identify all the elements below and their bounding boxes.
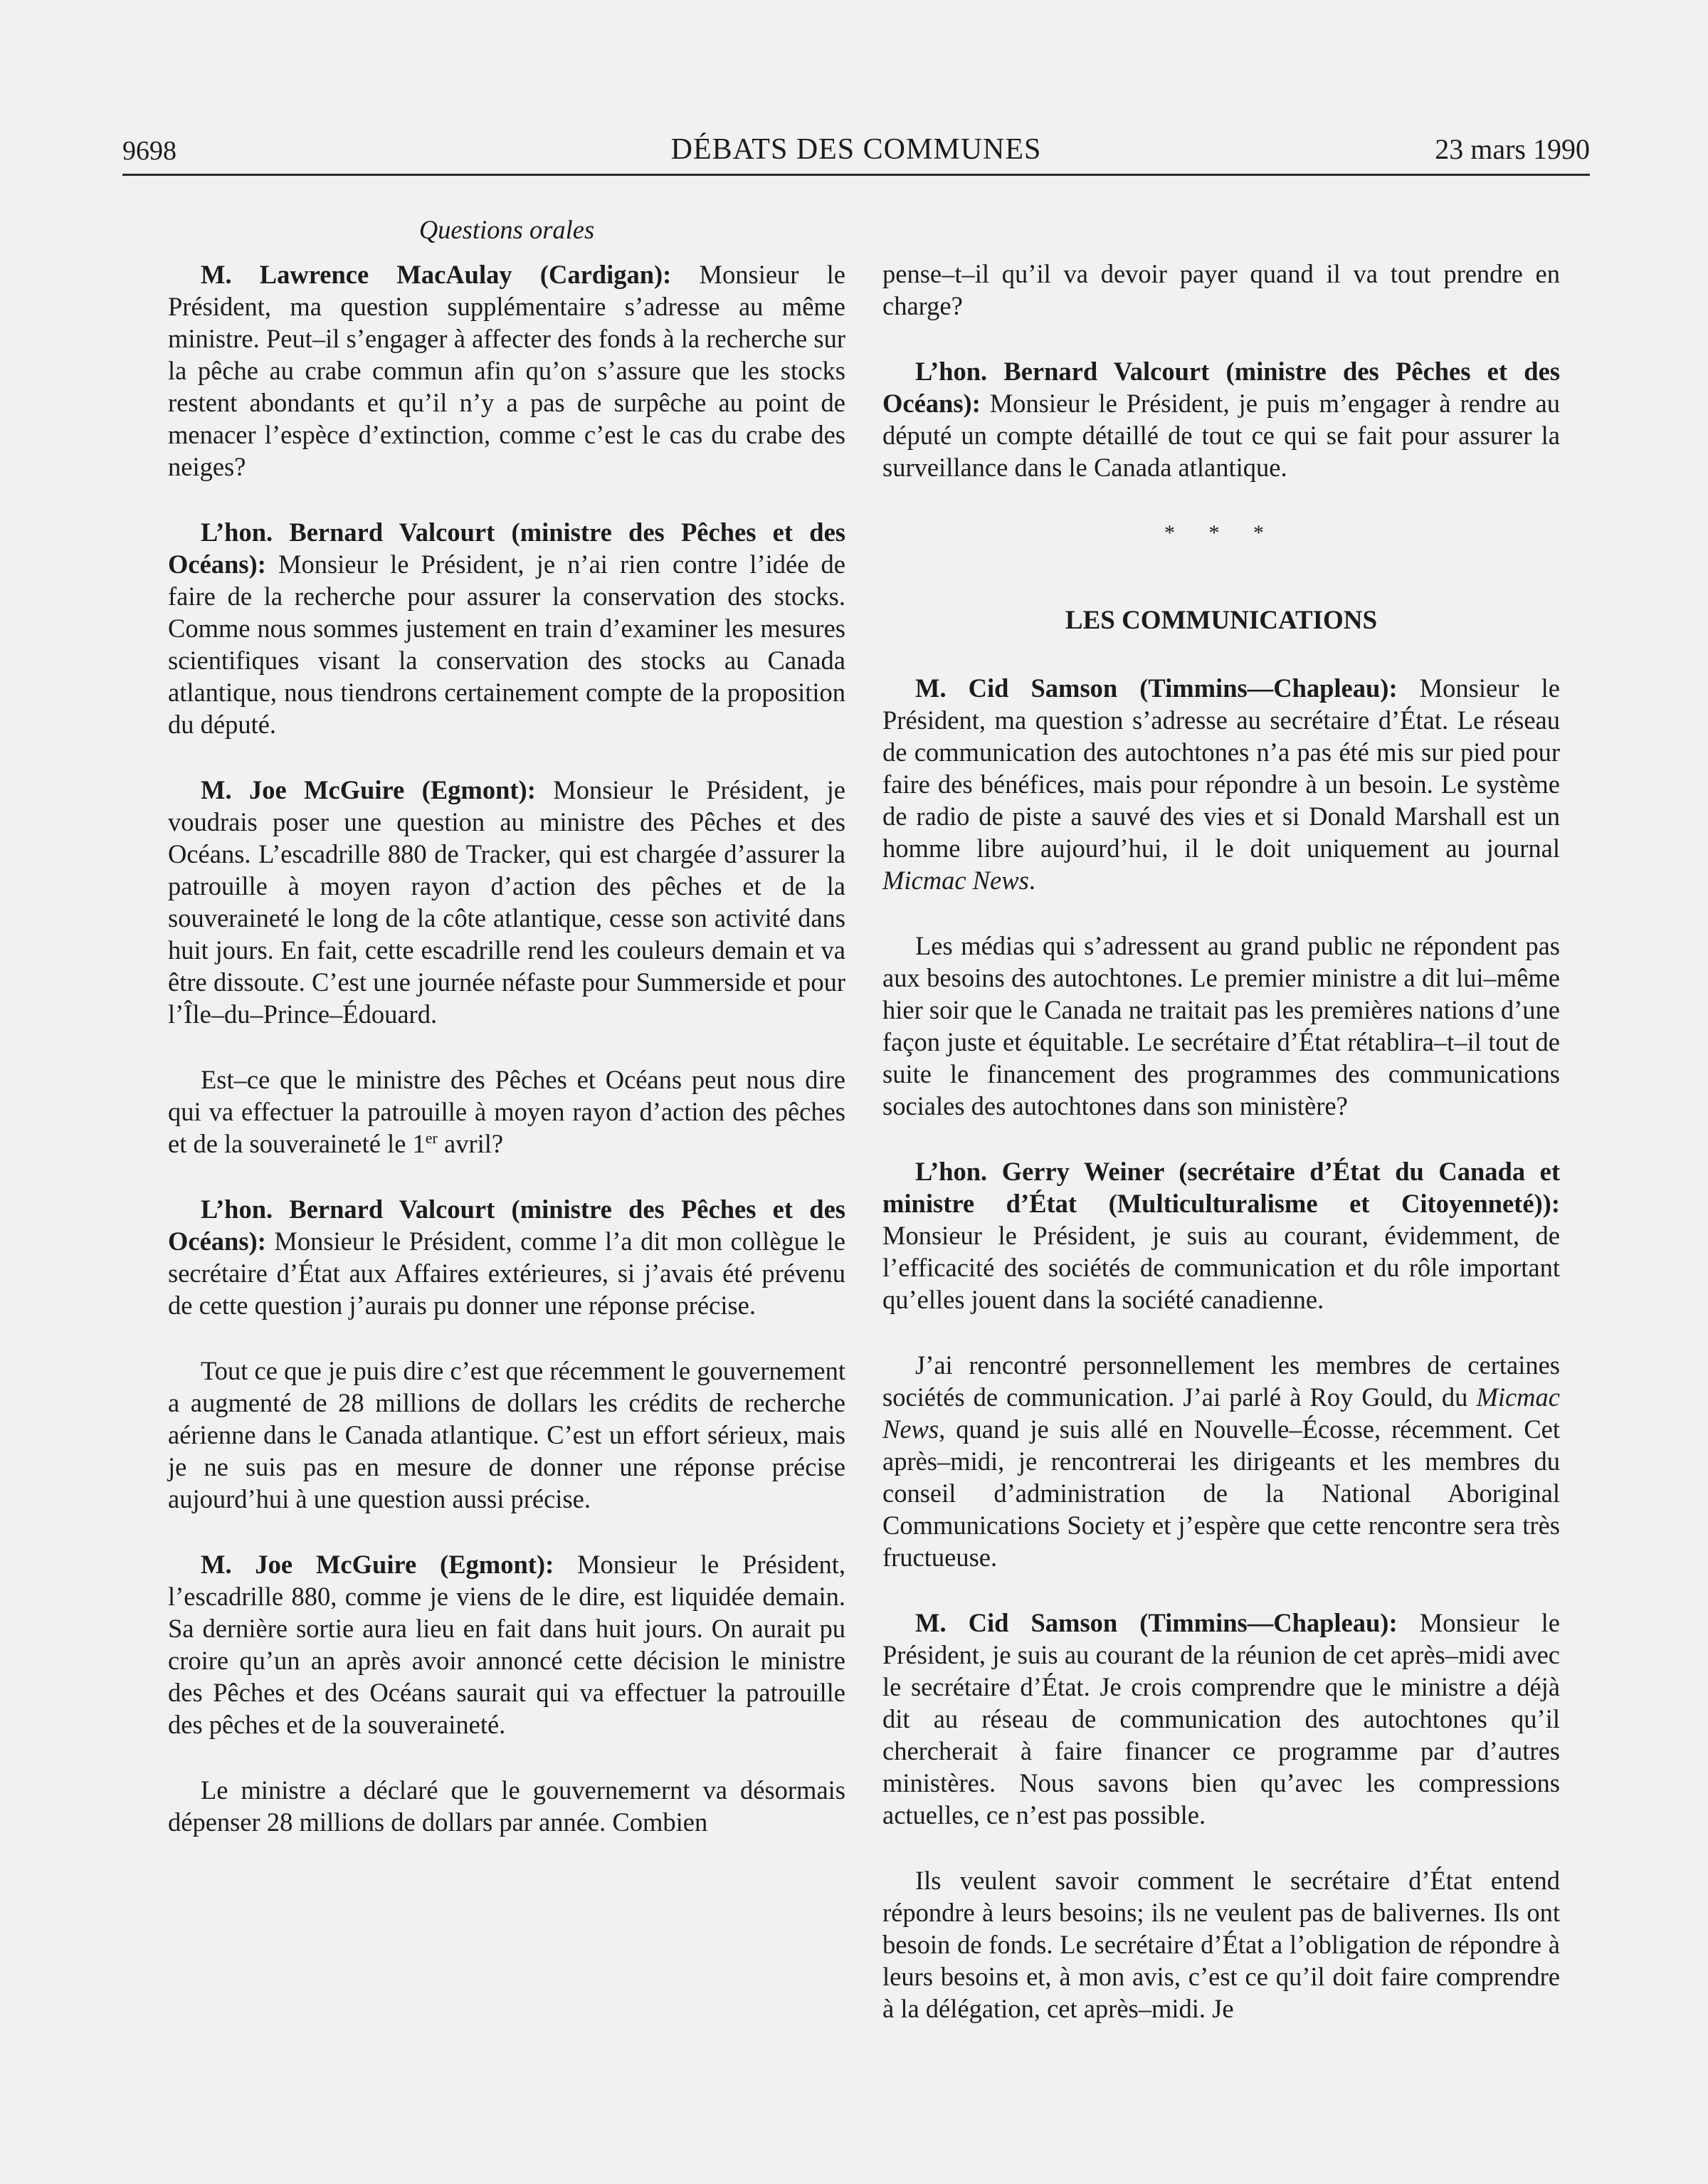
paragraph-text: Tout ce que je puis dire c’est que récemment le gouvernement a augmenté de 28 millions de dollars les crédits de recherche aérienne dans le Canada atlantique. C’est un effort sérieux, mais je ne suis pas en mesure de donner une réponse précise aujourd’hui à une question aussi précise. [168, 1356, 845, 1513]
paragraph-text: Ils veulent savoir comment le secrétaire d’État entend répondre à leurs besoins; ils ne veulent pas de balivernes. Ils ont besoin de fonds. Le secrétaire d’État a l’obligation de répondre à leurs besoins et, à mon avis, c’est ce qu’il doit faire comprendre à la délégation, cet après–midi. Je [882, 1866, 1560, 2023]
paragraph-text: Monsieur le Président, ma question s’adresse au secrétaire d’État. Le réseau de communication des autochtones n’a pas été mis sur pied pour faire des bénéfices, mais pour répondre à un besoin. Le système de radio de piste a sauvé des vies et si Donald Marshall est un homme libre aujourd’hui, il le doit uniquement au journal [882, 673, 1560, 863]
publication-name: Micmac News [882, 1382, 1560, 1444]
speaker-name: M. Cid Samson (Timmins—Chapleau): [915, 1608, 1398, 1637]
paragraph [168, 1193, 845, 1321]
paragraph [168, 1548, 845, 1741]
paragraph-text: J’ai rencontré personnellement les membres de certaines sociétés de communication. J’ai parlé à Roy Gould, du [882, 1350, 1560, 1412]
paragraph [168, 1064, 845, 1160]
speaker-name: M. Cid Samson (Timmins—Chapleau): [915, 673, 1398, 703]
paragraph-text: pense–t–il qu’il va devoir payer quand il va tout prendre en charge? [882, 259, 1560, 320]
paragraph-text: Monsieur le Président, comme l’a dit mon collègue le secrétaire d’État aux Affaires extérieures, si j’avais été prévenu de cette question j’aurais pu donner une réponse précise. [168, 1227, 845, 1320]
publication-date: 23 mars 1990 [1435, 133, 1590, 165]
section-separator: * * * [1164, 521, 1278, 545]
speaker-name: L’hon. Gerry Weiner (secrétaire d’État du Canada et ministre d’État (Multiculturalisme et Citoyenneté)): [882, 1157, 1560, 1218]
speaker-name: L’hon. Bernard Valcourt (ministre des Pêches et des Océans): [168, 518, 845, 579]
paragraph-text: Monsieur le Président, je n’ai rien contre l’idée de faire de la recherche pour assurer la conservation des stocks. Comme nous sommes justement en train d’examiner les mesures scientifiques visant la conservation des stocks au Canada atlantique, nous tiendrons certainement compte de la proposition du député. [168, 550, 845, 739]
speaker-name: M. Joe McGuire (Egmont): [201, 775, 536, 804]
paragraph [882, 1864, 1560, 2025]
paragraph-text: Monsieur le Président, je voudrais poser une question au ministre des Pêches et des Océans. L’escadrille 880 de Tracker, qui est chargée d’assurer la patrouille à moyen rayon d’action des pêches et de la souveraineté le long de la côte atlantique, cesse son activité dans huit jours. En fait, cette escadrille rend les couleurs demain et va être dissoute. C’est une journée néfaste pour Summerside et pour l’Île–du–Prince–Édouard. [168, 775, 845, 1029]
paragraph [882, 930, 1560, 1122]
paragraph [168, 774, 845, 1030]
speaker-name: L’hon. Bernard Valcourt (ministre des Pêches et des Océans): [168, 1195, 845, 1256]
speaker-name: M. Lawrence MacAulay (Cardigan): [201, 260, 672, 289]
paragraph-text: avril? [437, 1129, 504, 1158]
page-header [122, 131, 1590, 176]
paragraph-text: , quand je suis allé en Nouvelle–Écosse, récemment. Cet après–midi, je rencontrerai les dirigeants et les membres du conseil d’administration de la National Aboriginal Communications Society et j’espère que cette rencontre sera très fructueuse. [882, 1414, 1560, 1572]
paragraph-text: . [1028, 866, 1035, 895]
paragraph-text: Monsieur le Président, l’escadrille 880, comme je viens de le dire, est liquidée demain. Sa dernière sortie aura lieu en fait dans huit jours. On aurait pu croire qu’un an après avoir annoncé cette décision le ministre des Pêches et des Océans saurait qui va effectuer la patrouille des pêches et de la souveraineté. [168, 1550, 846, 1739]
left-column [168, 214, 845, 1871]
paragraph [168, 258, 845, 483]
paragraph [882, 1607, 1560, 1831]
speaker-name: L’hon. Bernard Valcourt (ministre des Pêches et des Océans): [882, 357, 1560, 418]
publication-name: Micmac News [882, 866, 1029, 895]
page-number: 9698 [122, 136, 176, 166]
section-subhead: Questions orales [418, 215, 595, 244]
speaker-name: M. Joe McGuire (Egmont): [201, 1550, 554, 1579]
paragraph-text: Les médias qui s’adressent au grand public ne répondent pas aux besoins des autochtones. Le premier ministre a dit lui–même hier soir que le Canada ne traitait pas les premières nations d’une façon juste et équitable. Le secrétaire d’État rétablira–t–il tout de suite le financement des programmes des communications sociales des autochtones dans son ministère? [882, 931, 1560, 1120]
paragraph [168, 1355, 845, 1515]
paragraph-text: Est–ce que le ministre des Pêches et Océans peut nous dire qui va effectuer la patrouille à moyen rayon d’action des pêches et de la souveraineté le 1 [168, 1065, 845, 1158]
superscript: er [425, 1128, 438, 1147]
paragraph-text: Monsieur le Président, je suis au courant de la réunion de cet après–midi avec le secrétaire d’État. Je crois comprendre que le ministre a déjà dit au réseau de communication des autochtones qu’il chercherait à faire financer ce programme par d’autres ministères. Nous savons bien qu’avec les compressions actuelles, ce n’est pas possible. [882, 1608, 1560, 1829]
paragraph-text: Monsieur le Président, je puis m’engager à rendre au député un compte détaillé de tout ce qui se fait pour assurer la surveillance dans le Canada atlantique. [882, 389, 1560, 482]
paragraph-text: Monsieur le Président, ma question supplémentaire s’adresse au même ministre. Peut–il s’engager à affecter des fonds à la recherche sur la pêche au crabe commun afin qu’on s’assure que les stocks restent abondants et qu’il n’y a pas de surpêche au point de menacer l’espèce d’extinction, comme c’est le cas du crabe des neiges? [168, 260, 845, 481]
paragraph [882, 672, 1560, 896]
paragraph [168, 516, 845, 740]
paragraph [882, 258, 1560, 322]
paragraph-text: Monsieur le Président, je suis au courant, évidemment, de l’efficacité des sociétés de communication et du rôle important qu’elles jouent dans la société canadienne. [882, 1221, 1560, 1314]
paragraph [168, 1774, 845, 1838]
paragraph [882, 1349, 1560, 1573]
paragraph [882, 355, 1560, 483]
right-column [882, 258, 1560, 2058]
publication-title: DÉBATS DES COMMUNES [670, 133, 1042, 166]
paragraph [882, 1155, 1560, 1316]
paragraph-text: Le ministre a déclaré que le gouvernemernt va désormais dépenser 28 millions de dollars par année. Combien [168, 1775, 845, 1837]
section-title: LES COMMUNICATIONS [1065, 606, 1378, 635]
